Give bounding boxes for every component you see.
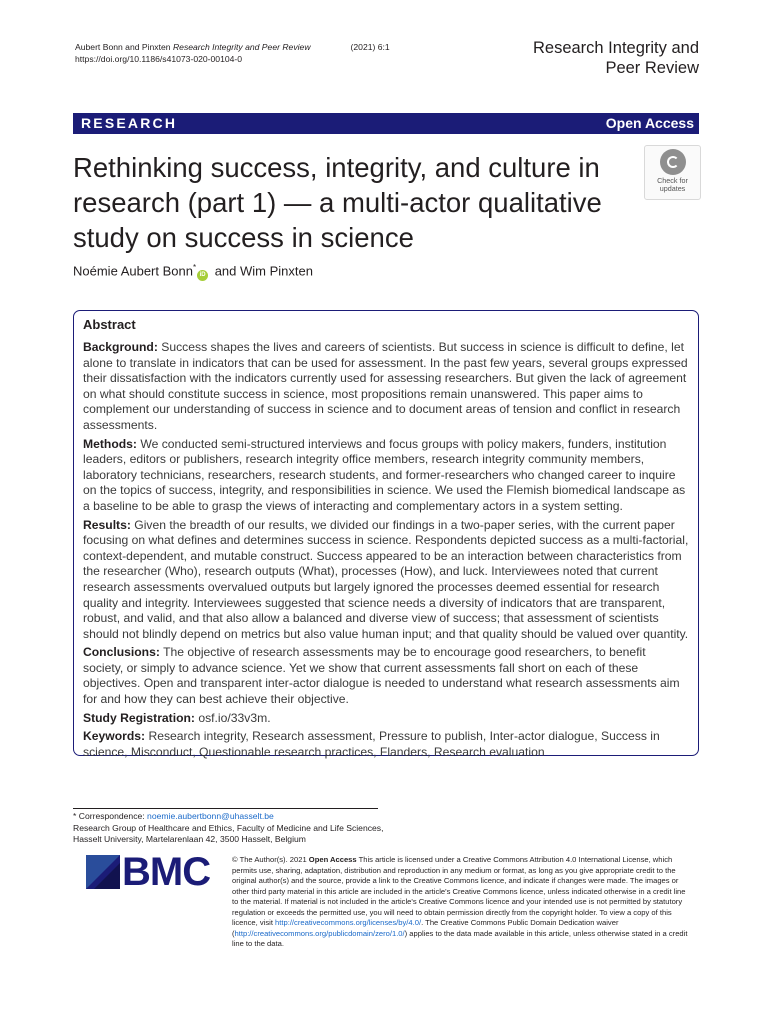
abstract-heading: Abstract [83, 317, 136, 332]
abstract-methods: Methods: We conducted semi-structured interviews and focus groups with policy makers, funders, institution leaders, editors or publishers, research integrity office members, research integrity community members, laboratory technicians, researchers, research students, and former-researchers who changed career to inquire on the topics of success, integrity, and responsibilities in science. We used the Flemish biomedical landscape as a baseline to be able to grasp the views of interacting and complementary actors in a system setting. [83, 436, 686, 513]
abstract-results: Results: Given the breadth of our results, we divided our findings in a two-paper series, with the current paper focusing on what defines and determines success in science. Respondents depicted success as a multi-factorial, context-dependent, and mutable construct. Success appeared to be an interaction between characteristics from the researcher (Who), research outputs (What), processes (How), and luck. Interviewees noted that current research assessments overvalued outputs but largely ignored the processes deemed essential for research quality and integrity. Interviewees suggested that science needs a diversity of indicators that are transparent, robust, and valid, and that also allow a balanced and diverse view of success; that assessment of scientists should not blindly depend on metrics but also value human input; and that quality should be valued over quantity. [83, 517, 689, 641]
correspondence-footnote: * Correspondence: noemie.aubertbonn@uhasselt.be Research Group of Healthcare and Ethics, Faculty of Medicine and Life Sciences, Hasselt University, Martelarenlaan 42, 3500 Hasselt, Belgium [73, 811, 384, 845]
update-check-icon [660, 149, 686, 175]
check-for-updates-badge[interactable]: Check for updates [644, 145, 701, 200]
correspondence-email[interactable]: noemie.aubertbonn@uhasselt.be [147, 811, 274, 821]
running-header [75, 41, 390, 65]
corresponding-mark: * [192, 263, 197, 272]
journal-name: Research Integrity and Peer Review [532, 39, 699, 77]
abstract-background: Background: Success shapes the lives and careers of scientists. But success in science is difficult to define, let alone to translate in indicators that can be used for assessment. In the past few years, several groups expressed their dissatisfaction with the indicators currently used for assessing researchers. But given the lack of agreement on what should constitute success in science, most propositions remain unanswered. This paper aims to complement our understanding of success in science and to document areas of tension and conflict in research assessments. [83, 340, 688, 432]
section-banner [73, 113, 699, 134]
header-volume: (2021) 6:1 [350, 42, 390, 52]
cc-by-link[interactable]: http://creativecommons.org/licenses/by/4.0/ [275, 918, 422, 927]
footnote-divider [73, 808, 378, 809]
bmc-mark-icon [86, 855, 120, 889]
cc-zero-link[interactable]: http://creativecommons.org/publicdomain/zero/1.0/ [234, 928, 405, 938]
keywords: Keywords: Research integrity, Research assessment, Pressure to publish, Inter-actor dialogue, Success in science, Misconduct, Questionable research practices, Flanders, Research evaluation [83, 729, 660, 759]
open-access-label: Open Access [605, 115, 694, 131]
header-authors: Aubert Bonn and Pinxten [75, 42, 171, 52]
bmc-logo: BMC [86, 852, 226, 892]
affiliation: Research Group of Healthcare and Ethics, Faculty of Medicine and Life Sciences, Hasselt University, Martelarenlaan 42, 3500 Hasselt, Belgium [73, 822, 384, 845]
study-registration: Study Registration: osf.io/33v3m. [83, 710, 271, 725]
section-label: RESEARCH [81, 115, 178, 131]
license-text: © The Author(s). 2021 Open Access This article is licensed under a Creative Commons Attribution 4.0 International License, which permits use, sharing, adaptation, distribution and reproduction in any medium or format, as long as you give appropriate credit to the original author(s) and the source, provide a link to the Creative Commons licence, and indicate if changes were made. The images or other third party material in this article are included in the article's Creative Commons licence, unless indicated otherwise in a credit line to the material. If material is not included in the article's Creative Commons licence and your intended use is not permitted by statutory regulation or exceeds the permitted use, you will need to obtain permission directly from the copyright holder. To view a copy of this licence, visit http://creativecommons.org/licenses/by/4.0/. The Creative Commons Public Domain Dedication waiver (http://creativecommons.org/publicdomain/zero/1.0/) applies to the data made available in this article, unless otherwise stated in a credit line to the data. [232, 855, 688, 948]
orcid-icon[interactable]: iD [197, 270, 208, 281]
abstract-conclusions: Conclusions: The objective of research assessments may be to encourage good researchers, to benefit society, or simply to advance science. Yet we show that current assessments fall short on each of these objectives. Open and transparent inter-actor dialogue is needed to understand what research assessments aim for and how they can best achieve their objective. [83, 645, 680, 707]
abstract-box [73, 310, 699, 759]
author-2: and Wim Pinxten [211, 263, 313, 279]
author-list [73, 263, 313, 281]
header-journal: Research Integrity and Peer Review [172, 42, 311, 52]
article-title: Rethinking success, integrity, and culture in research (part 1) — a multi-actor qualitative study on success in science [73, 152, 602, 253]
author-1: Noémie Aubert Bonn [73, 263, 193, 279]
doi-link[interactable]: https://doi.org/10.1186/s41073-020-00104-0 [75, 54, 243, 64]
